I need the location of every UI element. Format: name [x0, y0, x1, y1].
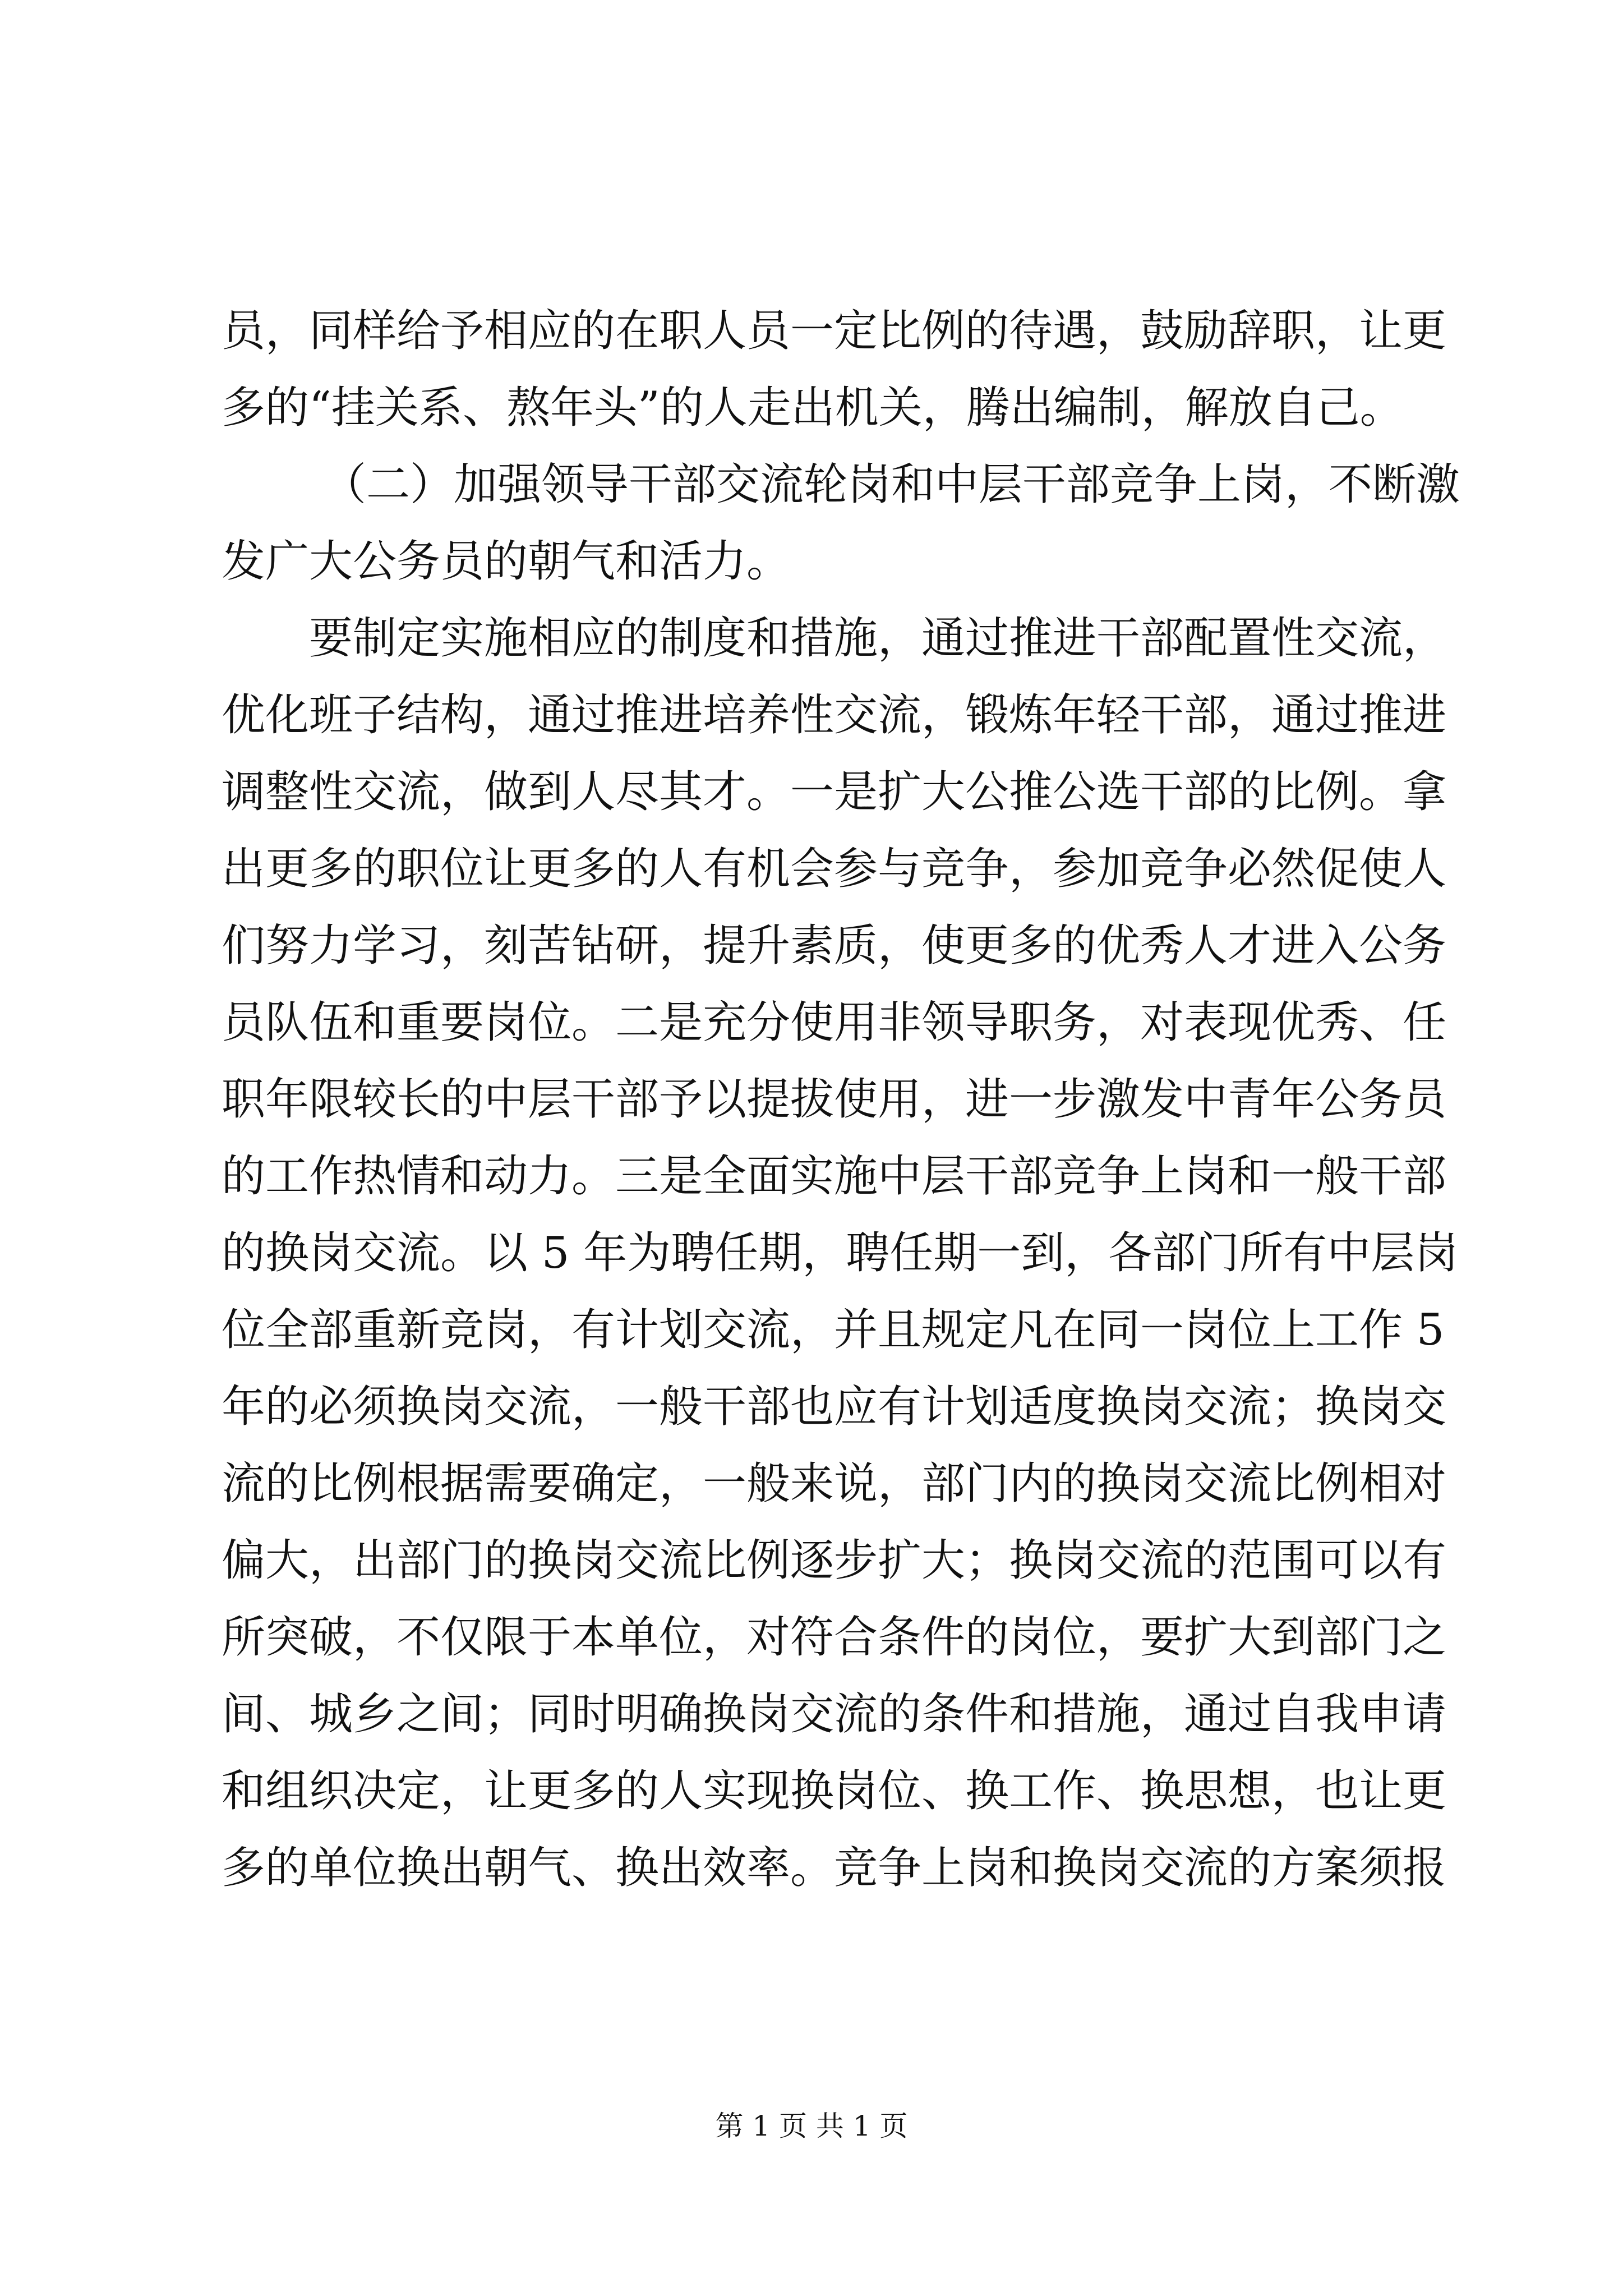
paragraph-line: 的工作热情和动力。三是全面实施中层干部竞争上岗和一般干部: [222, 1151, 1447, 1202]
section-heading-line: 发广大公务员的朝气和活力。: [222, 536, 791, 587]
paragraph-line: 职年限较长的中层干部予以提拔使用，进一步激发中青年公务员: [222, 1074, 1447, 1125]
paragraph-line: 员队伍和重要岗位。二是充分使用非领导职务，对表现优秀、任: [222, 997, 1447, 1048]
paragraph-line: 偏大，出部门的换岗交流比例逐步扩大；换岗交流的范围可以有: [222, 1535, 1447, 1586]
paragraph-line: 年的必须换岗交流，一般干部也应有计划适度换岗交流；换岗交: [222, 1382, 1447, 1432]
body-text: [222, 293, 1460, 1907]
paragraph-line: 位全部重新竞岗，有计划交流，并且规定凡在同一岗位上工作 5: [222, 1305, 1445, 1355]
paragraph-line: 多的“挂关系、熬年头”的人走出机关，腾出编制，解放自己。: [222, 383, 1404, 433]
page-footer: 第 1 页 共 1 页: [715, 2110, 908, 2142]
paragraph-line: 调整性交流，做到人尽其才。一是扩大公推公选干部的比例。拿: [222, 767, 1447, 817]
paragraph-line: 多的单位换出朝气、换出效率。竞争上岗和换岗交流的方案须报: [222, 1843, 1447, 1893]
paragraph-line: 优化班子结构，通过推进培养性交流，锻炼年轻干部，通过推进: [222, 690, 1447, 740]
paragraph-line: 要制定实施相应的制度和措施，通过推进干部配置性交流，: [309, 613, 1447, 664]
paragraph-line: 的换岗交流。以 5 年为聘任期，聘任期一到，各部门所有中层岗: [222, 1228, 1459, 1278]
paragraph-line: 和组织决定，让更多的人实现换岗位、换工作、换思想，也让更: [222, 1766, 1447, 1816]
section-heading-line: （二）加强领导干部交流轮岗和中层干部竞争上岗，不断激: [322, 459, 1460, 510]
paragraph-line: 出更多的职位让更多的人有机会参与竞争，参加竞争必然促使人: [222, 844, 1447, 894]
paragraph-line: 员，同样给予相应的在职人员一定比例的待遇，鼓励辞职，让更: [222, 306, 1447, 356]
paragraph-line: 所突破，不仅限于本单位，对符合条件的岗位，要扩大到部门之: [222, 1612, 1447, 1663]
paragraph-line: 间、城乡之间；同时明确换岗交流的条件和措施，通过自我申请: [222, 1689, 1447, 1740]
paragraph-line: 流的比例根据需要确定，一般来说，部门内的换岗交流比例相对: [222, 1458, 1447, 1509]
paragraph-line: 们努力学习，刻苦钻研，提升素质，使更多的优秀人才进入公务: [222, 921, 1447, 971]
